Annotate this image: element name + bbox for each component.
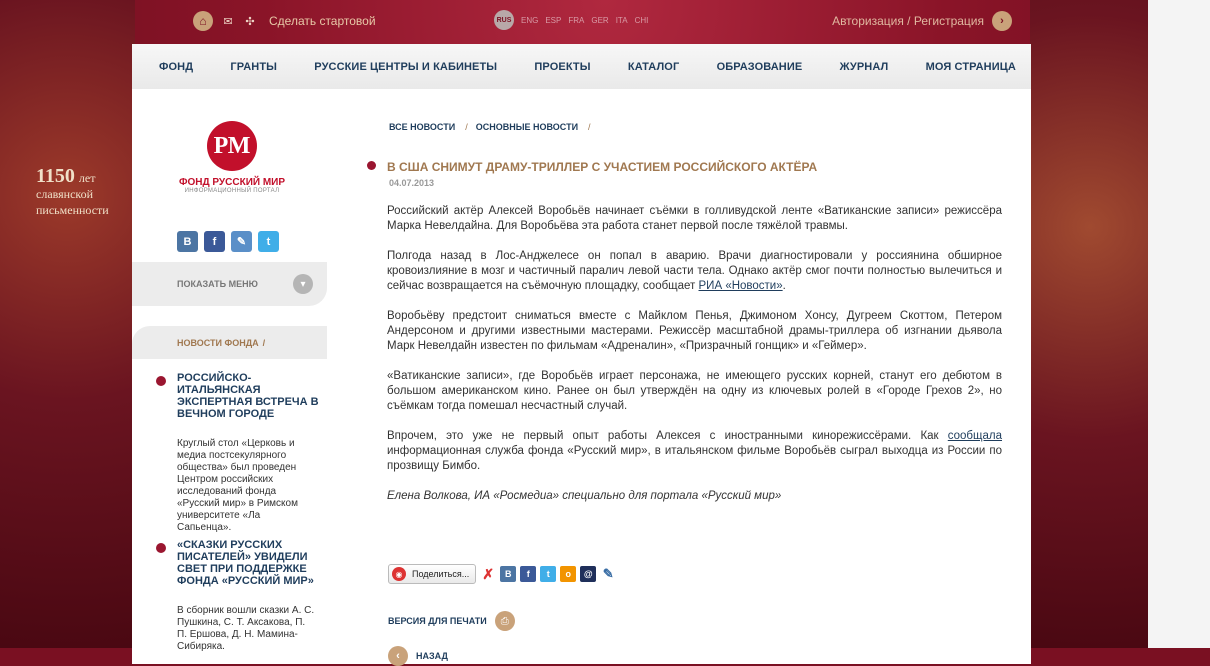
main-container xyxy=(132,44,1031,664)
anniversary-line1: лет xyxy=(78,171,96,185)
twitter-icon[interactable]: t xyxy=(258,231,279,252)
facebook-icon[interactable]: f xyxy=(204,231,225,252)
lang-ita[interactable]: ITA xyxy=(615,15,628,25)
nav-catalog[interactable]: КАТАЛОГ xyxy=(627,60,680,73)
nav-fond[interactable]: ФОНД xyxy=(159,60,194,73)
nav-education[interactable]: ОБРАЗОВАНИЕ xyxy=(716,60,803,73)
news-heading[interactable] xyxy=(132,326,327,359)
sidebar-news-text: Круглый стол «Церковь и медиа постсекулярного общества» был проведен Центром российских исследований фонда «Русский мир» в Римском университете «Ла Сапьенца». xyxy=(177,438,298,533)
auth-link[interactable]: Авторизация / Регистрация xyxy=(832,14,984,28)
show-menu-button[interactable] xyxy=(132,262,327,306)
reported-link[interactable]: сообщала xyxy=(947,430,1002,442)
share-button-label: Поделиться... xyxy=(412,569,470,579)
sidebar-news-text: В сборник вошли сказки А. С. Пушкина, С. Т. Аксакова, П. П. Ершова, Д. Н. Мамина-Сибиряка. xyxy=(177,605,315,652)
anniversary-line3: письменности xyxy=(36,203,109,217)
anniversary-line2: славянской xyxy=(36,187,94,201)
paragraph xyxy=(387,249,1002,294)
right-decor xyxy=(1030,0,1150,648)
lang-ger[interactable]: GER xyxy=(591,15,609,25)
share-button[interactable] xyxy=(388,564,476,584)
sidebar-news-title[interactable]: РОССИЙСКО-ИТАЛЬЯНСКАЯ ЭКСПЕРТНАЯ ВСТРЕЧА В ВЕЧНОМ ГОРОДЕ xyxy=(177,372,319,420)
sidebar-news-title[interactable]: «СКАЗКИ РУССКИХ ПИСАТЕЛЕЙ» УВИДЕЛИ СВЕТ ПРИ ПОДДЕРЖКЕ ФОНДА «РУССКИЙ МИР» xyxy=(177,539,314,587)
livejournal-icon[interactable]: ✎ xyxy=(602,566,614,581)
paragraph xyxy=(387,429,1002,474)
lang-fra[interactable]: FRA xyxy=(568,15,585,25)
share-bar xyxy=(388,564,616,584)
signature: Елена Волкова, ИА «Росмедиа» специально для портала «Русский мир» xyxy=(387,490,782,502)
back-button[interactable] xyxy=(388,646,448,666)
mailru-icon[interactable]: @ xyxy=(580,566,596,582)
odnoklassniki-person-icon[interactable]: ✗ xyxy=(482,565,495,582)
vk-icon[interactable]: В xyxy=(177,231,198,252)
page-title: В США СНИМУТ ДРАМУ-ТРИЛЛЕР С УЧАСТИЕМ РОССИЙСКОГО АКТЁРА xyxy=(387,160,818,174)
print-version[interactable] xyxy=(388,611,515,631)
chevron-down-icon: ▾ xyxy=(293,274,313,294)
set-start-link[interactable]: Сделать стартовой xyxy=(269,14,376,28)
paragraph-end: . xyxy=(782,280,786,292)
paragraph-text: Впрочем, это уже не первый опыт работы Алексея с иностранными кинорежиссёрами. Как xyxy=(387,430,948,442)
print-label: ВЕРСИЯ ДЛЯ ПЕЧАТИ xyxy=(388,616,487,626)
main-nav xyxy=(132,44,1031,89)
logo-name: ФОНД РУССКИЙ МИР xyxy=(178,177,286,188)
logo-subtitle: ИНФОРМАЦИОННЫЙ ПОРТАЛ xyxy=(184,188,280,194)
share-icon: ◉ xyxy=(392,567,406,581)
article-content xyxy=(327,89,1031,664)
breadcrumb xyxy=(389,122,591,132)
list-item xyxy=(156,539,326,653)
lang-rus[interactable]: RUS xyxy=(494,10,514,30)
anniversary-number: 1150 xyxy=(36,165,75,187)
printer-icon: ⎙ xyxy=(495,611,515,631)
news-heading-slash: / xyxy=(262,337,266,348)
livejournal-icon[interactable]: ✎ xyxy=(231,231,252,252)
nav-centers[interactable]: РУССКИЕ ЦЕНТРЫ И КАБИНЕТЫ xyxy=(314,60,498,73)
news-heading-label: НОВОСТИ ФОНДА xyxy=(177,337,259,348)
arrow-right-icon[interactable]: › xyxy=(992,11,1012,31)
bullet-icon xyxy=(156,376,166,386)
odnoklassniki-icon[interactable]: o xyxy=(560,566,576,582)
vk-icon[interactable]: В xyxy=(500,566,516,582)
article-date: 04.07.2013 xyxy=(389,178,435,188)
paragraph: «Ватиканские записи», где Воробьёв играет персонажа, не имеющего русских корней, станут его дебютом в большом американском кино. Ранее он был утверждён на одну из ключевых ролей в «Городе Грехов 2», но съёмкам тогда помешал несчастный случай. xyxy=(387,370,1002,412)
ria-news-link[interactable]: РИА «Новости» xyxy=(698,280,783,292)
anniversary-banner[interactable] xyxy=(36,165,109,218)
paragraph: Российский актёр Алексей Воробьёв начинает съёмки в голливудской ленте «Ватиканские записи» режиссёра Марка Невелдайна. Для Воробьёва эта работа станет первой после тяжёлой травмы. xyxy=(387,205,1002,232)
facebook-icon[interactable]: f xyxy=(520,566,536,582)
window-edge xyxy=(1148,0,1210,648)
breadcrumb-separator: / xyxy=(588,122,591,132)
lang-eng[interactable]: ENG xyxy=(521,15,539,25)
arrow-left-icon: ‹ xyxy=(388,646,408,666)
settings-icon[interactable]: ✣ xyxy=(245,15,255,28)
article-body xyxy=(387,204,1002,519)
nav-grants[interactable]: ГРАНТЫ xyxy=(230,60,278,73)
sidebar xyxy=(132,89,327,664)
home-icon[interactable]: ⌂ xyxy=(193,11,213,31)
breadcrumb-all-news[interactable]: ВСЕ НОВОСТИ xyxy=(389,122,456,132)
mail-icon[interactable]: ✉ xyxy=(223,15,233,28)
back-label: НАЗАД xyxy=(416,651,448,661)
top-bar xyxy=(193,10,376,32)
language-switcher xyxy=(494,10,648,30)
paragraph-end: информационная служба фонда «Русский мир», в итальянском фильме Воробьёв сыграл выходца из России по прозвищу Бимбо. xyxy=(387,445,1002,472)
paragraph-text: Полгода назад в Лос-Анджелесе он попал в аварию. Врачи диагностировали у россиянина обширное кровоизлияние в мозг и частичный паралич левой части тела. Однако актёр смог почти полностью вылечиться и сейчас возвращается на съёмочную площадку, сообщает xyxy=(387,250,1002,292)
twitter-icon[interactable]: t xyxy=(540,566,556,582)
lang-chi[interactable]: CHI xyxy=(634,15,649,25)
nav-journal[interactable]: ЖУРНАЛ xyxy=(839,60,889,73)
lang-esp[interactable]: ESP xyxy=(545,15,562,25)
show-menu-label: ПОКАЗАТЬ МЕНЮ xyxy=(177,279,258,289)
nav-my-page[interactable]: МОЯ СТРАНИЦА xyxy=(925,60,1016,73)
nav-projects[interactable]: ПРОЕКТЫ xyxy=(534,60,591,73)
bullet-icon xyxy=(367,161,376,170)
bullet-icon xyxy=(156,543,166,553)
breadcrumb-separator: / xyxy=(465,122,468,132)
paragraph: Воробьёву предстоит сниматься вместе с Майклом Пенья, Джимоном Хонсу, Дугреем Скоттом, Петером Андерсоном и другими известными мастерами. Режиссёр масштабной драмы-триллера об изгнании дьявола Марк Невелдайн известен по фильмам «Адреналин», «Призрачный гонщик» и «Геймер». xyxy=(387,310,1002,352)
auth-area xyxy=(832,11,1012,31)
left-decor xyxy=(0,0,135,648)
logo[interactable] xyxy=(177,121,287,194)
list-item xyxy=(156,372,326,534)
logo-mark: РМ xyxy=(207,121,257,171)
social-links xyxy=(177,231,279,252)
breadcrumb-main-news[interactable]: ОСНОВНЫЕ НОВОСТИ xyxy=(475,122,579,132)
